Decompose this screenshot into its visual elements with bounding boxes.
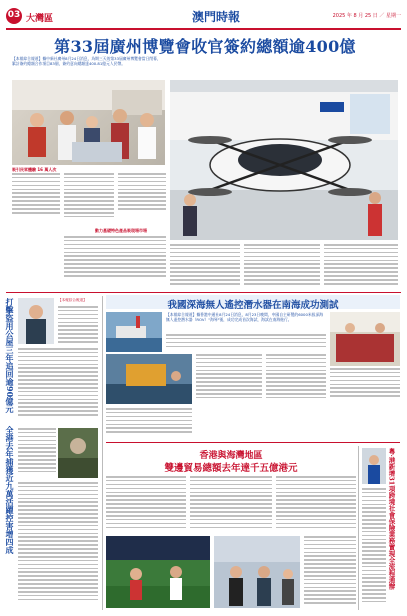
lead-body-col5 xyxy=(170,244,240,292)
shenzhen-title: 我國深海無人遙控潛水器在南海成功測試 xyxy=(167,300,339,311)
masthead: 澳門時報 xyxy=(191,10,240,24)
lead-intro: 【本報綜合報道】據中新社廣州8月24日消息，為期三天的第33屆廣州博覽會當日閉幕，累計簽約總額合作項目83個，簽約意向總額達400.81億元人民幣。 xyxy=(12,56,161,66)
trade-body-a xyxy=(106,476,186,532)
side-story2-body-a xyxy=(18,428,56,478)
trade-body-b xyxy=(190,476,272,532)
section-divider-2 xyxy=(106,442,400,443)
side-story1-body-b xyxy=(18,348,98,420)
trade-title-line1: 香港與海灣地區 xyxy=(199,451,263,461)
lead-body-col6 xyxy=(244,244,320,292)
side-story1-title: 打擊盜用公屋三年追回逾90億元 xyxy=(5,298,15,414)
trade-photo-ceremony xyxy=(214,536,300,608)
right-story-body xyxy=(362,488,386,608)
shenzhen-intro: 【本報綜合報道】據香港中通社8月24日消息，8月23日晚間，中國自主研製的6000米級深海無人遙控潛水器（ROV）"海琴"號，成功完成首次海試，海試在南海進行。 xyxy=(166,312,324,322)
trade-body-d xyxy=(304,536,356,608)
right-story-photo xyxy=(362,448,386,484)
shenzhen-body-a xyxy=(166,334,326,352)
lead-photo1-caption: 吸引民眾體驗 16 萬人次 xyxy=(12,167,57,172)
lead-photo-evtol xyxy=(170,80,398,240)
shenzhen-body-c xyxy=(266,354,326,404)
column-rule-right xyxy=(358,446,359,610)
side-story1-kicker: 【本報綜合報道】 xyxy=(58,298,87,302)
lead-headline: 第33屆廣州博覽會收官簽約總額逾400億 xyxy=(54,37,356,56)
evtol-illustration xyxy=(170,80,398,240)
column-rule-left xyxy=(102,296,103,610)
shenzhen-body-d xyxy=(330,368,400,404)
shenzhen-photo-ship xyxy=(106,312,162,352)
page-header xyxy=(6,6,401,32)
side-story1-body-a xyxy=(58,306,98,346)
section-divider-1 xyxy=(6,292,401,293)
shenzhen-body-e xyxy=(106,408,192,438)
shenzhen-body-b xyxy=(196,354,262,404)
lead-body-col4 xyxy=(64,236,166,284)
lead-body-col2 xyxy=(64,173,114,228)
right-vertical-title: 粵·港新增31項跨境社會保險業務實現全流程通辦 xyxy=(387,448,396,590)
side-story2-photo xyxy=(58,428,98,478)
trade-photo-football xyxy=(106,536,210,608)
side-story1-photo xyxy=(18,298,54,344)
lead-photo-visitors xyxy=(12,80,165,165)
trade-body-c xyxy=(276,476,356,532)
lead-body-col3 xyxy=(118,173,166,218)
header-rule xyxy=(6,28,401,30)
shenzhen-photo-team xyxy=(330,312,400,366)
lead-body-col1 xyxy=(12,173,60,221)
lead-body-col7 xyxy=(324,244,398,292)
visitors-illustration xyxy=(12,80,165,165)
shenzhen-photo-deck xyxy=(106,354,192,404)
side-story2-title: 全港去年捕獲近九萬活躍控害增四成 xyxy=(5,426,15,554)
lead-photo2-caption: 動力基礎特色產品吸現場市場 xyxy=(95,228,147,233)
side-story2-body-b xyxy=(18,482,98,610)
page-number: 03 xyxy=(7,10,21,20)
section-label: 大灣區 xyxy=(26,14,54,24)
trade-title-line2: 雙邊貿易總額去年達千五億港元 xyxy=(164,463,298,474)
issue-date: 2025 年 8 月 25 日 ／ 星期一 xyxy=(332,13,401,19)
